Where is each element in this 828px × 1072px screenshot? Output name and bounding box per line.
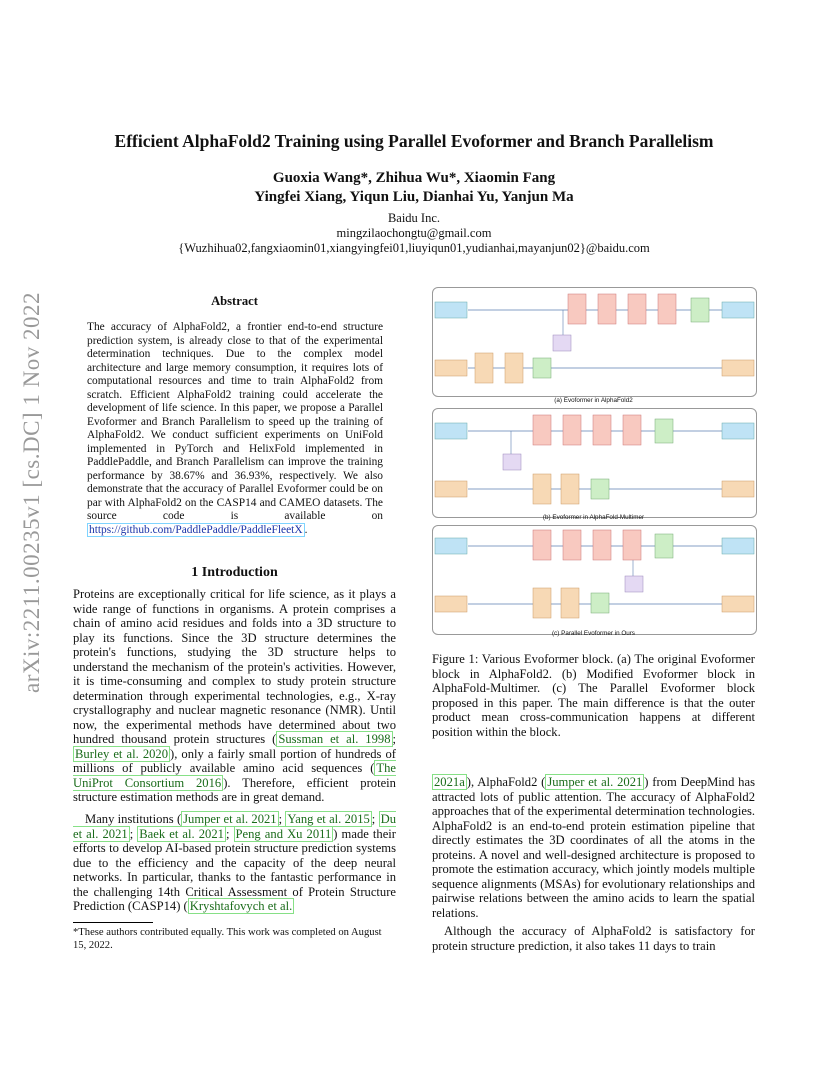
figure-panel-c (432, 525, 757, 635)
abstract-text: The accuracy of AlphaFold2, a frontier end-to-end structure prediction system, is already close to that of the experimental determination techniques. Due to the complex model architecture and large memory consumption, it requires lots of computational resources and time to train AlphaFold2 from scratch. Efficient AlphaFold2 training could accelerate the development of life science. In this paper, we propose a Parallel Evoformer and Branch Parallelism to speed up the training of AlphaFold2. We conduct sufficient experiments on UniFold implemented in PyTorch and HelixFold implemented in PaddlePaddle, and Branch Parallelism can improve the training performance by 38.67% and 36.93%, respectively. We also demonstrate that the accuracy of Parallel Evoformer could be on par with AlphaFold2 on the CASP14 and CAMEO datasets. The source code is available on (87, 321, 383, 522)
intro-text: ), only a fairly small portion of hundreds of millions of publicly available amino acid sequences ( (73, 746, 396, 775)
citation-link[interactable]: Jumper et al. 2021 (183, 812, 277, 826)
affiliation: Baidu Inc. (387, 211, 441, 225)
authors-line-2: Yingfei Xiang, Yiqun Liu, Dianhai Yu, Yanjun Ma (254, 189, 574, 205)
figure-caption: Figure 1: Various Evoformer block. (a) The original Evoformer block in AlphaFold2. (b) Modified Evoformer block in AlphaFold-Multimer. (c) The Parallel Evoformer block proposed in this paper. The main difference is that the outer product mean cross-communication happens at different position within the block. (432, 652, 755, 739)
figure-sub-caption-c: (c) Parallel Evoformer in Ours (552, 630, 635, 637)
citation-link[interactable]: Yang et al. 2015 (287, 812, 370, 826)
body-text: ) from DeepMind has attracted lots of public attention. The accuracy of AlphaFold2 approaches that of the experimental determination technologies. AlphaFold2 is an end-to-end protein estimation pipeline that directly estimates the 3D coordinates of all the atoms in the proteins. A novel and well-designed architecture is proposed to promote the estimation accuracy, which jointly models multiple sequence alignments (MSAs) for evolutionary relationships and pairwise relations between the amino acids to learn the spatial relations. (432, 775, 755, 920)
citation-link[interactable]: Sussman et al. 1998 (278, 732, 391, 746)
evoformer-diagram-a (433, 288, 756, 396)
citation-link[interactable]: 2021a (434, 775, 465, 789)
footnote: *These authors contributed equally. This work was completed on August 15, 2022. (73, 927, 382, 951)
intro-text: ). Therefore, efficient protein structure estimation methods are in great demand. (73, 775, 396, 804)
right-column-paragraph-1 (432, 775, 755, 920)
intro-paragraph-2: Many institutions ( Jumper et al. 2021 ; Yang et al. 2015 ; Du et al. 2021 ; Baek et al. 2021 ; Peng and Xu 2011 ) made their efforts to develop AI-based protein structure prediction systems due to the efficiency and the capacity of the deep neural networks. In particular, thanks to the fantastic performance in the challenging 14th Critical Assessment of Protein Structure Prediction (CASP14) ( Kryshtafovych et al. (73, 812, 396, 913)
citation-link[interactable]: Du et al. 2021 (73, 812, 396, 841)
email-1: mingzilaochongtu@gmail.com (336, 226, 492, 240)
evoformer-diagram-c (433, 526, 756, 634)
paper-title: Efficient AlphaFold2 Training using Parallel Evoformer and Branch Parallelism (114, 131, 714, 151)
citation-link[interactable]: Kryshtafovych et al. (189, 899, 293, 913)
arxiv-stamp: arXiv:2211.00235v1 [cs.DC] 1 Nov 2022 (19, 292, 44, 693)
citation-link[interactable]: The UniProt Consortium 2016 (73, 761, 396, 790)
citation-link[interactable]: Jumper et al. 2021 (547, 775, 643, 789)
intro-text: Proteins are exceptionally critical for life science, as it plays a wide range of functions in organisms. A protein comprises a chain of amino acid residues and folds into a 3D structure to play its functions. Since the 3D structure determines the protein's functions, studying the 3D structure helps to understand the mechanism of the protein's activities. However, it is time-consuming and complex to study protein structure determination through experimental technologies, e.g., X-ray crystallography and nuclear magnetic resonance (NMR). Until now, the experimental methods have determined about two hundred thousand protein structures ( (73, 587, 396, 746)
intro-text: Many institutions ( (85, 812, 182, 826)
figure-panel-a (432, 287, 757, 397)
email-2: {Wuzhihua02,fangxiaomin01,xiangyingfei01,liuyiqun01,yudianhai,mayanjun02}@baidu.com (178, 241, 650, 255)
intro-heading: 1 Introduction (191, 565, 278, 580)
evoformer-diagram-b (433, 409, 756, 517)
abstract-heading: Abstract (211, 294, 258, 308)
footnote-rule (73, 922, 153, 923)
intro-paragraph-1: Proteins are exceptionally critical for life science, as it plays a wide range of functions in organisms. A protein comprises a chain of amino acid residues and folds into a 3D structure to play its functions. Since the 3D structure determines the protein's functions, studying the 3D structure helps to understand the mechanism of the protein's activities. However, it is time-consuming and complex to study protein structure determination through experimental technologies, e.g., X-ray crystallography and nuclear magnetic resonance (NMR). Until now, the experimental methods have determined about two hundred thousand protein structures ( Sussman et al. 1998 ; Burley et al. 2020 ), only a fairly small portion of hundreds of millions of publicly available amino acid sequences ( The UniProt Consortium 2016 ). Therefore, efficient protein structure estimation methods are in great demand. (73, 587, 396, 804)
citation-link[interactable]: Peng and Xu 2011 (235, 826, 332, 841)
figure-sub-caption-b: (b) Evoformer in AlphaFold-Multimer (542, 514, 645, 521)
right-column-paragraph-2: Although the accuracy of AlphaFold2 is satisfactory for protein structure prediction, it also takes 11 days to train (432, 924, 755, 953)
intro-text: ) made their efforts to develop AI-based protein structure prediction systems due to the efficiency and the capacity of the deep neural networks. In particular, thanks to the fantastic performance in the challenging 14th Critical Assessment of Protein Structure Prediction (CASP14) ( (73, 826, 396, 913)
citation-link[interactable]: Burley et al. 2020 (75, 746, 169, 761)
abstract-body: The accuracy of AlphaFold2, a frontier end-to-end structure prediction system, is already close to that of the experimental determination techniques. Due to the complex model architecture and large memory consumption, it requires lots of computational resources and time to train AlphaFold2 from scratch. Efficient AlphaFold2 training could accelerate the development of life science. In this paper, we propose a Parallel Evoformer and Branch Parallelism to speed up the training of AlphaFold2. We conduct sufficient experiments on UniFold implemented in PyTorch and HelixFold implemented in PaddlePaddle, and Branch Parallelism can improve the training performance by 38.67% and 36.93%, respectively. We also demonstrate that the accuracy of Parallel Evoformer could be on par with AlphaFold2 on the CASP14 and CAMEO datasets. The source code is available on https://github.com/PaddlePaddle/PaddleFleetX . (87, 321, 383, 536)
body-text: ), AlphaFold2 ( (466, 775, 546, 789)
code-link[interactable]: https://github.com/PaddlePaddle/PaddleFleetX (89, 523, 303, 536)
figure-sub-caption-a: (a) Evoformer in AlphaFold2 (554, 397, 633, 404)
citation-link[interactable]: Baek et al. 2021 (139, 826, 224, 841)
figure-panel-b (432, 408, 757, 518)
authors-line-1: Guoxia Wang*, Zhihua Wu*, Xiaomin Fang (272, 170, 556, 186)
